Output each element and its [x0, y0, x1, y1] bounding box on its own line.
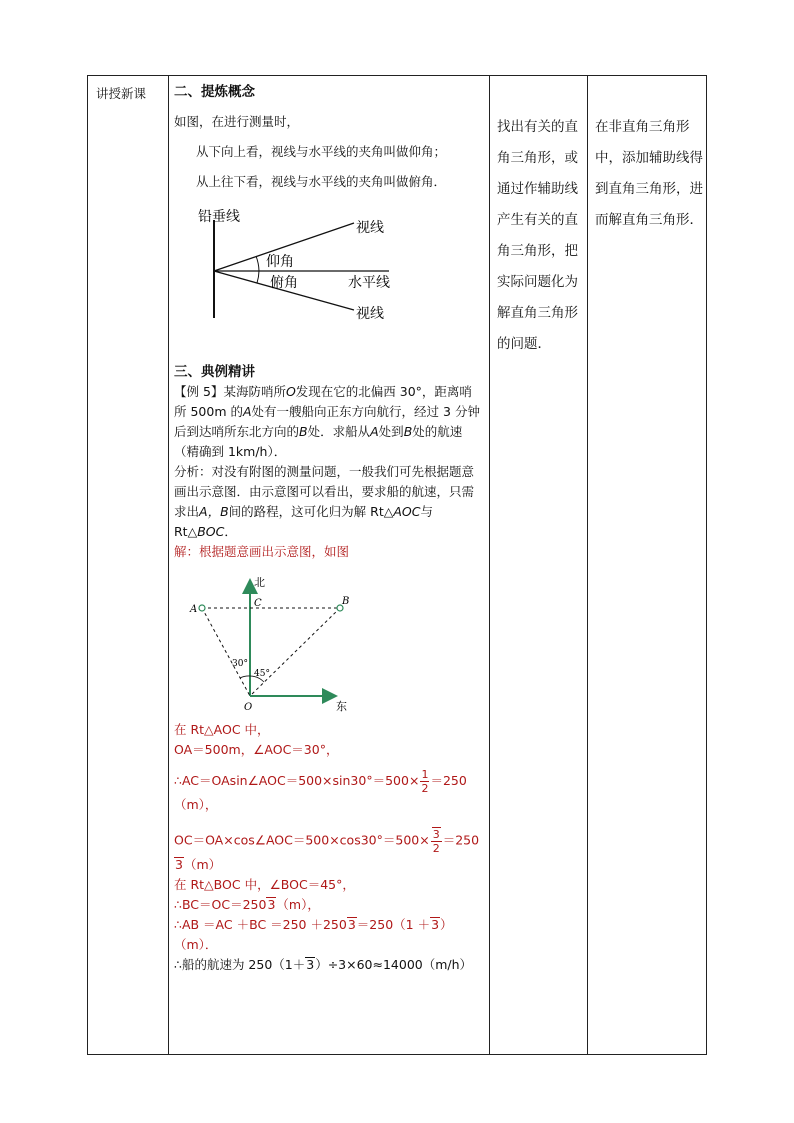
- label-a: A: [190, 604, 198, 615]
- solution-line: OC＝OA×cos∠AOC＝500×cos30°＝500× $\frac{3}{2}$ ＝250: [174, 828, 480, 855]
- stage-label: 讲授新课: [96, 86, 147, 101]
- solution-line: ∴BC＝OC＝2503（m），: [174, 897, 320, 912]
- design-intent-cell: [489, 76, 587, 1054]
- content-cell: [168, 76, 489, 1054]
- point-a: [199, 605, 205, 611]
- plumb-label: 铅垂线: [198, 209, 240, 225]
- angle-45-label: 45°: [254, 669, 270, 679]
- solution-line: 在 Rt△BOC 中，∠BOC＝45°，: [174, 877, 355, 892]
- concept-line: 从下向上看，视线与水平线的夹角叫做仰角；: [196, 144, 447, 159]
- solution-body: [174, 720, 481, 975]
- label-o: O: [244, 702, 253, 713]
- fraction-one-half: $\frac{1}{2}$: [421, 768, 429, 795]
- depression-label: 俯角: [270, 275, 298, 291]
- angle-30-arc: [240, 676, 250, 678]
- ship-figure: [174, 570, 364, 720]
- analysis-text: 分析：对没有附图的测量问题，一般我们可先根据题意画出示意图．由示意图可以看出，要求船的航速，只需求出A，B间的路程，这可化归为解 Rt△AOC与 Rt△BOC．: [174, 464, 475, 539]
- section3-heading: 三、典例精讲: [174, 364, 255, 380]
- lesson-table: [87, 75, 707, 1055]
- label-c: C: [254, 598, 262, 609]
- elevation-depression-diagram: [174, 198, 474, 328]
- solution-line: （m）．: [174, 937, 218, 952]
- elevation-arc: [256, 256, 259, 271]
- fraction-root3-half: $\frac{3}{2}$: [432, 828, 440, 855]
- depression-arc: [257, 271, 259, 283]
- solution-line: ∴船的航速为 250（1＋3）÷3×60≈14000（m/h）: [174, 957, 473, 972]
- solution-intro: 解：根据题意画出示意图，如图: [174, 544, 350, 559]
- teaching-note-text: 在非直角三角形中，添加辅助线得到直角三角形，进而解直角三角形．: [595, 119, 703, 228]
- solution-line: ∴AB ＝AC ＋BC ＝250 ＋2503＝250（1 ＋3）: [174, 917, 453, 932]
- section2-heading: 二、提炼概念: [174, 84, 255, 100]
- solution-line: （m），: [174, 797, 218, 812]
- solution-line: 3（m）: [175, 857, 222, 872]
- horizontal-label: 水平线: [348, 275, 390, 291]
- ob-line: [250, 608, 340, 696]
- concept-line: 如图，在进行测量时，: [174, 114, 300, 129]
- oa-line: [202, 608, 250, 696]
- sight-down-label: 视线: [356, 306, 384, 322]
- stage-cell: [88, 76, 168, 1054]
- solution-line: ∴AC＝OAsin∠AOC＝500×sin30°＝500× $\frac{1}{2}$ ＝250: [174, 768, 467, 795]
- solution-line: OA＝500m，∠AOC＝30°，: [174, 742, 339, 757]
- design-intent-text: 找出有关的直角三角形，或通过作辅助线产生有关的直角三角形，把实际问题化为解直角三角形的问题．: [497, 119, 578, 352]
- teaching-note-cell: [587, 76, 708, 1054]
- angle-30-label: 30°: [232, 659, 248, 669]
- concept-line: 从上往下看，视线与水平线的夹角叫做俯角．: [196, 174, 447, 189]
- east-label: 东: [336, 700, 347, 713]
- solution-line: 在 Rt△AOC 中，: [174, 722, 270, 737]
- sight-up-label: 视线: [356, 220, 384, 236]
- north-label: 北: [254, 576, 265, 589]
- example-text: 【例 5】某海防哨所O发现在它的北偏西 30°，距离哨所 500m 的A处有一艘船向正东方向航行，经过 3 分钟后到达哨所东北方向的B处．求船从A处到B处的航速（精确到 1km/h）．: [174, 384, 480, 459]
- label-b: B: [342, 596, 350, 607]
- elevation-label: 仰角: [266, 254, 294, 270]
